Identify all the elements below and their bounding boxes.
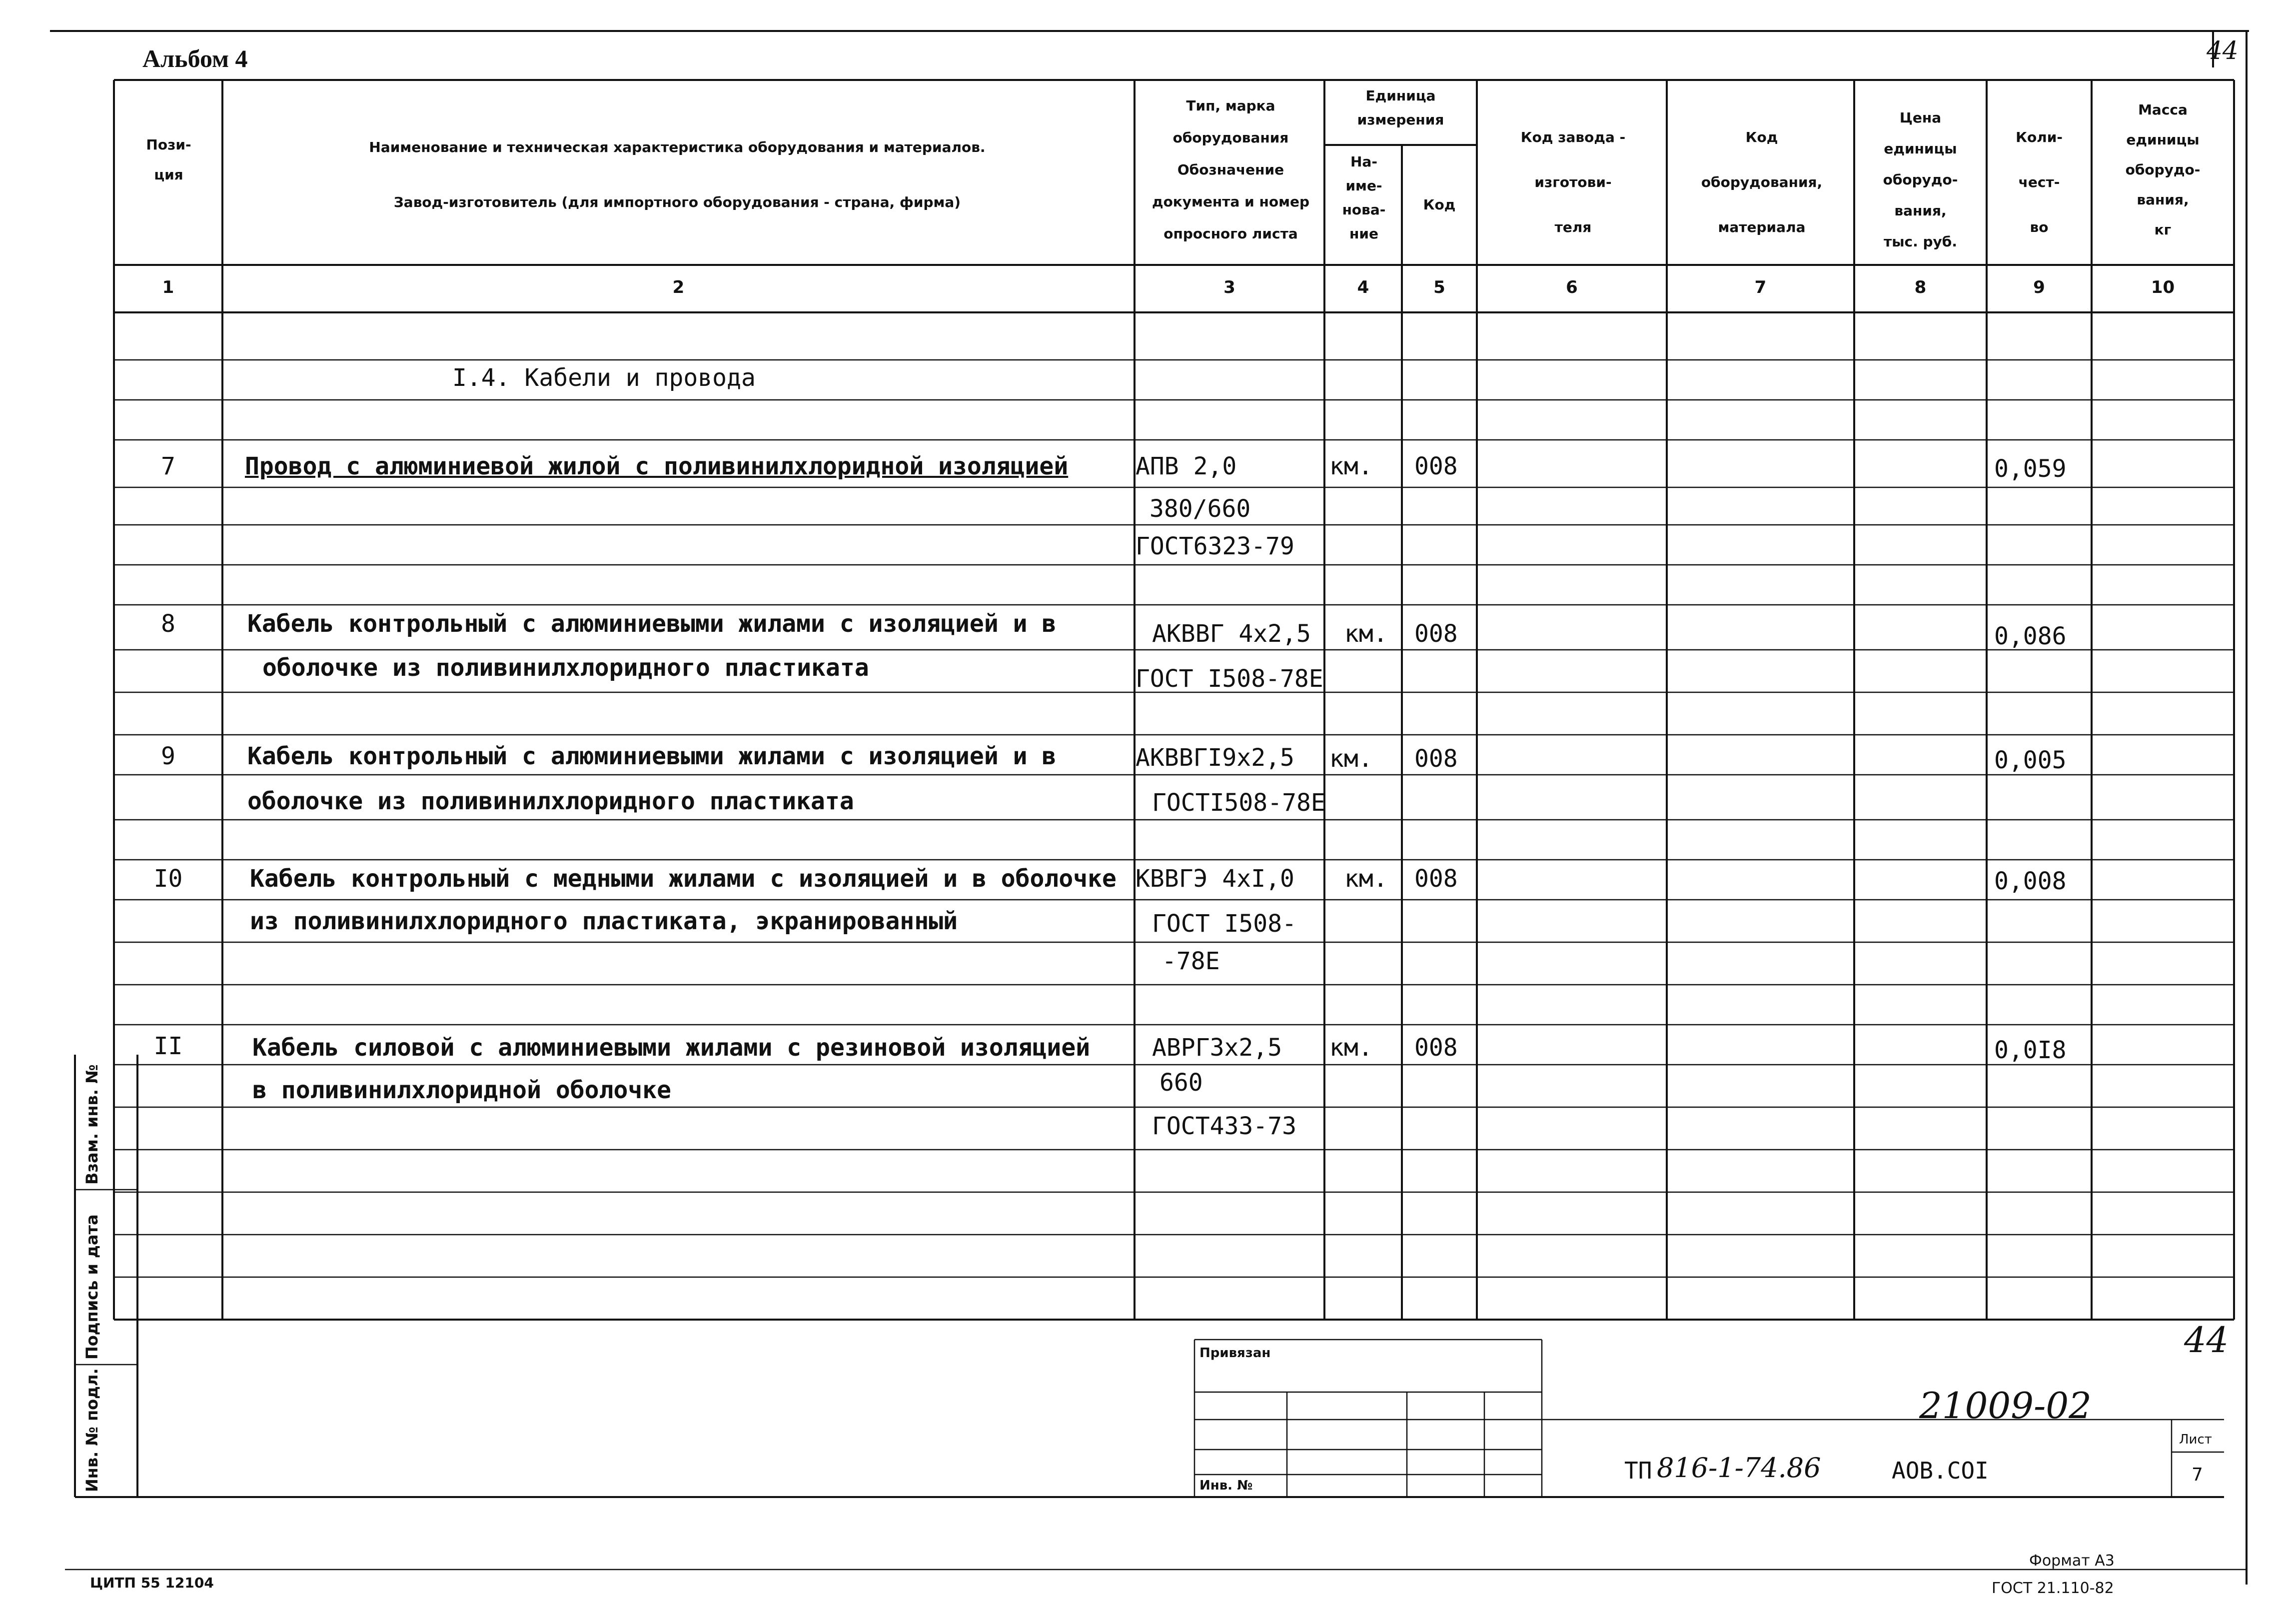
col-num-3: 3 [1223, 277, 1235, 297]
sheet-mark: 44 [2207, 36, 2239, 65]
col-header-4: На- име- нова- ние [1342, 153, 1386, 242]
item-unit: км. [1329, 1034, 1373, 1062]
col-header-10: Масса единицы оборудо- вания, кг [2125, 101, 2201, 238]
item-unit-code: 008 [1414, 452, 1458, 480]
col-num-1: 1 [162, 277, 174, 297]
item-name: в поливинилхлоридной оболочке [252, 1076, 672, 1104]
col-header-9: Коли- чест- во [2016, 129, 2063, 235]
side-label-inv-orig: Инв. № подл. [82, 1368, 101, 1492]
col-header-6: Код завода - изготови- теля [1520, 129, 1626, 235]
item-type: 660 [1159, 1069, 1203, 1097]
item-unit: км. [1329, 745, 1373, 773]
side-label-signature-date: Подпись и дата [82, 1214, 101, 1360]
item-unit-code: 008 [1414, 1034, 1458, 1062]
handwritten-number: 21009-02 [1919, 1385, 2092, 1427]
item-qty: 0,005 [1994, 746, 2067, 774]
item-doc: ГОСТ I508- [1152, 910, 1296, 938]
item-qty: 0,086 [1994, 622, 2067, 650]
item-name: оболочке из поливинилхлоридного пластиката [262, 654, 869, 682]
col-header-5: Код [1423, 196, 1456, 213]
item-unit-code: 008 [1414, 745, 1458, 773]
item-type: 380/660 [1149, 495, 1251, 523]
album-label: Альбом 4 [142, 44, 248, 72]
col-num-2: 2 [672, 277, 685, 297]
section-title: I.4. Кабели и провода [452, 364, 756, 392]
item-qty: 0,0I8 [1994, 1036, 2067, 1064]
item-unit: км. [1344, 865, 1388, 893]
item-name: Провод с алюминиевой жилой с поливинилхлоридной изоляцией [245, 452, 1069, 480]
col-header-3: Тип, марка оборудования Обозначение документа и номер опросного листа [1151, 97, 1310, 242]
item-pos: I0 [153, 865, 183, 893]
stamp-privyazan: Привязан [1199, 1346, 1271, 1361]
item-unit: км. [1329, 452, 1373, 480]
item-type: АКВВГI9х2,5 [1136, 744, 1294, 772]
col-num-9: 9 [2033, 277, 2045, 297]
item-type: АПВ 2,0 [1136, 452, 1237, 480]
footer-format: Формат А3 [2029, 1552, 2115, 1570]
col-header-2: Наименование и техническая характеристика оборудования и материалов. Завод-изготовитель (для импортного оборудования - страна, фирма) [369, 139, 986, 210]
item-name: Кабель контрольный с алюминиевыми жилами с изоляцией и в [247, 610, 1057, 638]
footer-gost: ГОСТ 21.110-82 [1992, 1580, 2114, 1597]
item-pos: 8 [161, 610, 175, 638]
item-pos: II [153, 1032, 183, 1060]
item-doc: ГОСТ6323-79 [1136, 532, 1294, 560]
doc-designation: 816-1-74.86 [1657, 1452, 1821, 1484]
item-name: оболочке из поливинилхлоридного пластиката [247, 787, 854, 815]
item-name: из поливинилхлоридного пластиката, экранированный [250, 907, 958, 935]
col-num-5: 5 [1433, 277, 1445, 297]
side-label-replace-inv: Взам. инв. № [82, 1064, 101, 1185]
col-num-7: 7 [1754, 277, 1767, 297]
item-pos: 9 [161, 742, 175, 770]
item-name: Кабель контрольный с алюминиевыми жилами с изоляцией и в [247, 742, 1057, 770]
list-value: 7 [2192, 1465, 2203, 1485]
col-num-4: 4 [1357, 277, 1369, 297]
handwritten-sheet: 44 [2184, 1320, 2229, 1361]
col-header-8: Цена единицы оборудо- вания, тыс. руб. [1883, 109, 1958, 250]
stamp-inv-no: Инв. № [1199, 1478, 1253, 1493]
doc-code: АОВ.СОI [1892, 1457, 1989, 1484]
col-num-6: 6 [1566, 277, 1578, 297]
item-doc: ГОСТ I508-78Е [1136, 665, 1323, 693]
col-header-unit-group: Единица измерения [1357, 87, 1444, 128]
col-header-1: Пози- ция [146, 136, 191, 183]
col-num-8: 8 [1914, 277, 1927, 297]
item-qty: 0,008 [1994, 867, 2067, 895]
item-doc: ГОСТI508-78Е [1152, 789, 1325, 817]
col-header-7: Код оборудования, материала [1701, 129, 1823, 235]
doc-prefix: ТП [1624, 1457, 1652, 1484]
item-type: АКВВГ 4х2,5 [1152, 620, 1311, 648]
item-qty: 0,059 [1994, 455, 2067, 483]
item-type: КВВГЭ 4хI,0 [1136, 865, 1294, 893]
item-pos: 7 [161, 452, 175, 480]
item-unit-code: 008 [1414, 620, 1458, 648]
item-name: Кабель контрольный с медными жилами с изоляцией и в оболочке [250, 865, 1117, 893]
list-label: Лист [2179, 1432, 2212, 1447]
item-unit: км. [1344, 620, 1388, 648]
footer-left: ЦИТП 55 12104 [90, 1575, 214, 1591]
item-doc: -78Е [1162, 947, 1220, 975]
col-num-10: 10 [2151, 277, 2175, 297]
item-unit-code: 008 [1414, 865, 1458, 893]
item-doc: ГОСТ433-73 [1152, 1112, 1296, 1140]
item-type: АВРГ3х2,5 [1152, 1034, 1282, 1062]
item-name: Кабель силовой с алюминиевыми жилами с резиновой изоляцией [252, 1034, 1091, 1062]
